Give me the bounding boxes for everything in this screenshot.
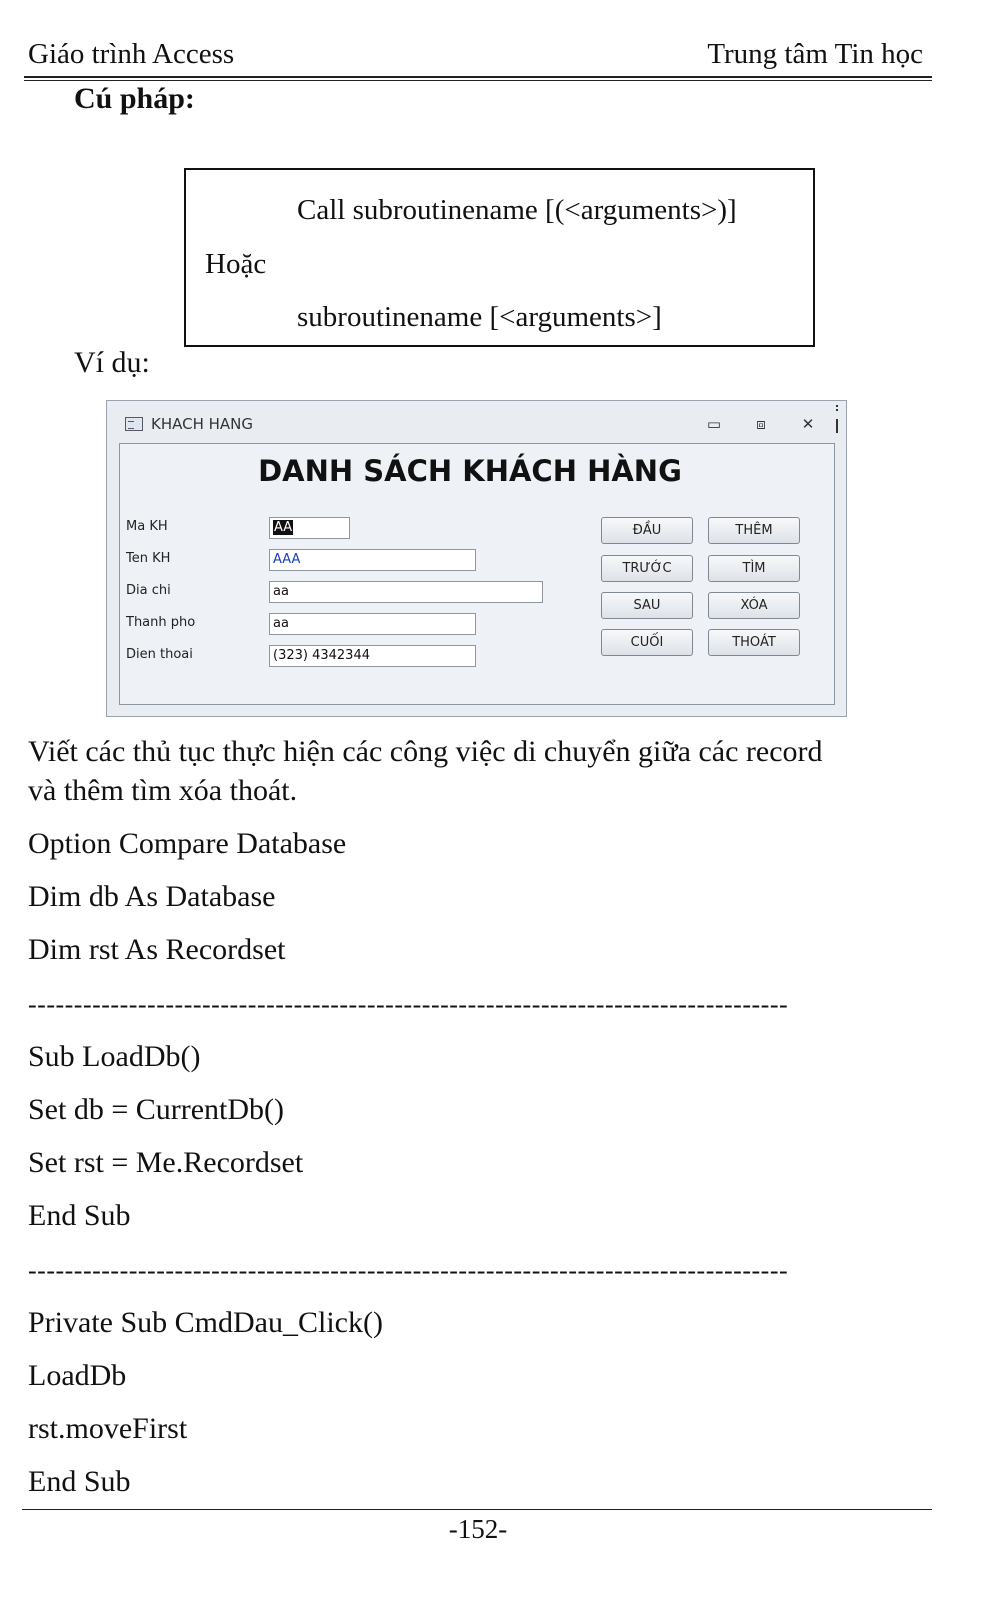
header-rule <box>24 76 932 78</box>
label-dia-chi: Dia chi <box>126 583 171 598</box>
separator-line: ----------------------------------------------------------------------------------- <box>28 1256 789 1285</box>
dau-button[interactable]: ĐẦU <box>601 517 693 544</box>
header-right: Trung tâm Tin học <box>707 38 923 70</box>
header-left: Giáo trình Access <box>28 38 235 70</box>
label-dien-thoai: Dien thoai <box>126 647 193 662</box>
window-title: KHACH HANG <box>151 415 254 433</box>
example-label: Ví dụ: <box>74 346 150 379</box>
dia-chi-input[interactable]: aa <box>269 581 543 603</box>
paragraph-line-1: Viết các thủ tục thực hiện các công việc di chuyển giữa các record <box>28 735 823 768</box>
scrollbar-handle-icon[interactable] <box>834 403 840 433</box>
form-heading: DANH SÁCH KHÁCH HÀNG <box>258 454 682 488</box>
footer-rule <box>22 1509 932 1510</box>
sau-button[interactable]: SAU <box>601 592 693 619</box>
code-line: End Sub <box>28 1199 131 1232</box>
separator-line: ----------------------------------------------------------------------------------- <box>28 990 789 1019</box>
minimize-icon[interactable]: ▭ <box>706 415 722 433</box>
thoat-button[interactable]: THOÁT <box>708 629 800 656</box>
code-line: End Sub <box>28 1465 131 1498</box>
syntax-box <box>184 168 815 347</box>
cuoi-button[interactable]: CUỐI <box>601 629 693 656</box>
ma-kh-input[interactable] <box>269 517 350 539</box>
them-button[interactable]: THÊM <box>708 517 800 544</box>
xoa-button[interactable]: XÓA <box>708 592 800 619</box>
tim-button[interactable]: TÌM <box>708 555 800 582</box>
header-rule-thin <box>24 80 932 81</box>
form-client-area <box>119 443 835 705</box>
code-line: Set rst = Me.Recordset <box>28 1146 304 1179</box>
ten-kh-input[interactable]: AAA <box>269 549 476 571</box>
page-number: -152- <box>448 1514 508 1544</box>
label-thanh-pho: Thanh pho <box>126 615 196 630</box>
syntax-line-call: Call subroutinename [(<arguments>)] <box>297 194 737 226</box>
code-line: Dim db As Database <box>28 880 276 913</box>
paragraph-line-2: và thêm tìm xóa thoát. <box>28 774 298 807</box>
code-line: rst.moveFirst <box>28 1412 188 1445</box>
form-icon <box>125 417 143 431</box>
code-line: Private Sub CmdDau_Click() <box>28 1306 383 1339</box>
form-window-screenshot <box>106 400 847 717</box>
syntax-or: Hoặc <box>205 248 267 280</box>
truoc-button[interactable]: TRƯỚC <box>601 555 693 582</box>
close-icon[interactable]: ✕ <box>801 415 815 433</box>
code-line: LoadDb <box>28 1359 127 1392</box>
code-line: Option Compare Database <box>28 827 347 860</box>
syntax-line-plain: subroutinename [<arguments>] <box>297 301 662 333</box>
syntax-heading: Cú pháp: <box>74 82 195 115</box>
label-ten-kh: Ten KH <box>126 551 171 566</box>
label-ma-kh: Ma KH <box>126 519 168 534</box>
maximize-icon[interactable]: ⧈ <box>756 415 766 433</box>
dien-thoai-input[interactable]: (323) 4342344 <box>269 645 476 667</box>
code-line: Dim rst As Recordset <box>28 933 286 966</box>
code-line: Set db = CurrentDb() <box>28 1093 285 1126</box>
code-line: Sub LoadDb() <box>28 1040 201 1073</box>
ma-kh-value: AA <box>274 520 293 535</box>
thanh-pho-input[interactable]: aa <box>269 613 476 635</box>
